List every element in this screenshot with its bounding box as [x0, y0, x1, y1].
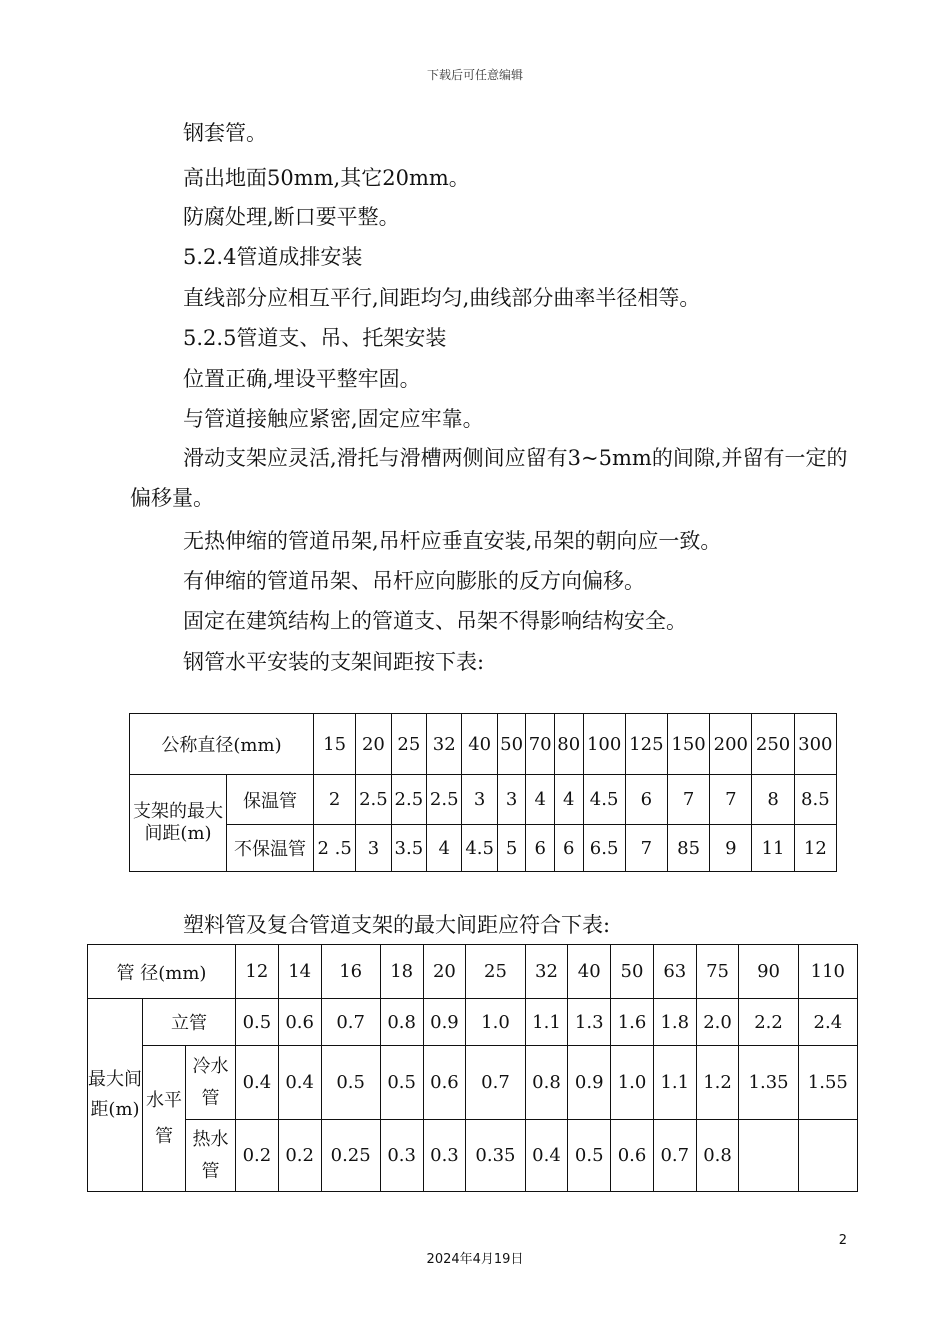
table-cell: 2.0 — [696, 999, 739, 1046]
table-cell: 32 — [525, 945, 568, 999]
table-header-row — [88, 945, 858, 999]
row-group-label: 最大间距(m) — [88, 999, 143, 1192]
table-cell: 0.2 — [236, 1120, 279, 1192]
paragraph: 钢套管。 — [183, 121, 267, 145]
table-cell: 18 — [380, 945, 423, 999]
table-cell: 0.6 — [423, 1046, 466, 1120]
paragraph: 与管道接触应紧密,固定应牢靠。 — [183, 407, 484, 431]
steel-pipe-support-spacing-table — [129, 713, 837, 872]
table-cell: 1.1 — [653, 1046, 696, 1120]
table-caption: 塑料管及复合管道支架的最大间距应符合下表: — [183, 913, 611, 937]
table-cell: 0.9 — [568, 1046, 611, 1120]
table-cell: 4 — [427, 825, 462, 872]
paragraph: 无热伸缩的管道吊架,吊杆应垂直安装,吊架的朝向应一致。 — [183, 529, 722, 553]
page-header: 下载后可任意编辑 — [426, 68, 523, 82]
table-cell: 300 — [794, 714, 836, 775]
table-cell: 0.4 — [525, 1120, 568, 1192]
table-cell: 3 — [497, 775, 526, 825]
table-cell: 0.4 — [278, 1046, 321, 1120]
table-cell: 11 — [752, 825, 794, 872]
table-cell: 0.7 — [321, 999, 380, 1046]
table-cell: 0.9 — [423, 999, 466, 1046]
table-cell: 0.2 — [278, 1120, 321, 1192]
paragraph: 高出地面50mm,其它20mm。 — [183, 166, 470, 190]
paragraph: 直线部分应相互平行,间距均匀,曲线部分曲率半径相等。 — [183, 286, 701, 310]
table-cell: 2 — [314, 775, 356, 825]
table-cell: 20 — [356, 714, 391, 775]
row-label: 立管 — [143, 999, 236, 1046]
table-cell — [739, 1120, 798, 1192]
table-cell: 0.5 — [568, 1120, 611, 1192]
page-footer-date: 2024年4月19日 — [426, 1252, 524, 1267]
section-heading-5-2-5: 5.2.5管道支、吊、托架安装 — [183, 326, 447, 350]
table-cell: 2.2 — [739, 999, 798, 1046]
table-cell: 5 — [497, 825, 526, 872]
table-cell: 8.5 — [794, 775, 836, 825]
table-cell: 4 — [526, 775, 555, 825]
table-cell: 25 — [466, 945, 525, 999]
row-label: 保温管 — [227, 775, 314, 825]
row-label: 热水管 — [186, 1120, 236, 1192]
table-cell: 0.7 — [653, 1120, 696, 1192]
paragraph: 固定在建筑结构上的管道支、吊架不得影响结构安全。 — [183, 609, 687, 633]
table-cell: 8 — [752, 775, 794, 825]
table-cell: 12 — [236, 945, 279, 999]
page-number: 2 — [838, 1233, 847, 1248]
table-row — [88, 1046, 858, 1120]
table-cell: 0.7 — [466, 1046, 525, 1120]
table-cell: 0.3 — [423, 1120, 466, 1192]
table-cell: 4.5 — [462, 825, 497, 872]
table-cell: 7 — [710, 775, 752, 825]
table-cell: 150 — [667, 714, 709, 775]
table-cell: 0.5 — [380, 1046, 423, 1120]
table-cell: 0.25 — [321, 1120, 380, 1192]
table-cell: 2 .5 — [314, 825, 356, 872]
table-cell: 50 — [611, 945, 654, 999]
table-cell: 75 — [696, 945, 739, 999]
table-cell: 40 — [568, 945, 611, 999]
table-cell: 70 — [526, 714, 555, 775]
table-cell: 80 — [554, 714, 583, 775]
row-group-label: 支架的最大间距(m) — [130, 775, 227, 872]
table-cell: 20 — [423, 945, 466, 999]
table-cell: 90 — [739, 945, 798, 999]
table-cell: 9 — [710, 825, 752, 872]
section-heading-5-2-4: 5.2.4管道成排安装 — [183, 245, 363, 269]
table-cell: 3 — [462, 775, 497, 825]
table-cell: 0.5 — [321, 1046, 380, 1120]
table-cell: 12 — [794, 825, 836, 872]
table-cell: 16 — [321, 945, 380, 999]
table-cell: 50 — [497, 714, 526, 775]
table-row — [130, 825, 837, 872]
table-cell: 0.8 — [525, 1046, 568, 1120]
table-cell: 0.8 — [380, 999, 423, 1046]
table-cell: 110 — [798, 945, 857, 999]
paragraph: 位置正确,埋设平整牢固。 — [183, 367, 421, 391]
table-cell: 1.2 — [696, 1046, 739, 1120]
table-cell: 0.3 — [380, 1120, 423, 1192]
table-cell: 2.5 — [427, 775, 462, 825]
table-cell: 85 — [667, 825, 709, 872]
table-cell: 200 — [710, 714, 752, 775]
table-row — [130, 775, 837, 825]
table-cell: 1.1 — [525, 999, 568, 1046]
table-cell — [798, 1120, 857, 1192]
paragraph: 钢管水平安装的支架间距按下表: — [183, 650, 485, 674]
table-cell: 125 — [625, 714, 667, 775]
table-cell: 6.5 — [583, 825, 625, 872]
table-cell: 14 — [278, 945, 321, 999]
table-row — [88, 999, 858, 1046]
table-cell: 1.35 — [739, 1046, 798, 1120]
table-cell: 2.4 — [798, 999, 857, 1046]
table-cell: 40 — [462, 714, 497, 775]
table-cell: 6 — [554, 825, 583, 872]
table-cell: 1.55 — [798, 1046, 857, 1120]
table-cell: 32 — [427, 714, 462, 775]
table-cell: 63 — [653, 945, 696, 999]
table-header-cell: 公称直径(mm) — [130, 714, 314, 775]
table-cell: 2.5 — [356, 775, 391, 825]
row-subgroup-label: 水平管 — [143, 1046, 186, 1192]
table-cell: 6 — [526, 825, 555, 872]
row-label: 不保温管 — [227, 825, 314, 872]
table-cell: 0.4 — [236, 1046, 279, 1120]
table-cell: 1.0 — [611, 1046, 654, 1120]
table-cell: 1.6 — [611, 999, 654, 1046]
table-cell: 1.0 — [466, 999, 525, 1046]
table-cell: 1.3 — [568, 999, 611, 1046]
table-cell: 250 — [752, 714, 794, 775]
paragraph-wrapped: 滑动支架应灵活,滑托与滑槽两侧间应留有3~5mm的间隙,并留有一定的偏移量。 — [130, 446, 848, 510]
table-cell: 3 — [356, 825, 391, 872]
table-cell: 0.8 — [696, 1120, 739, 1192]
paragraph: 有伸缩的管道吊架、吊杆应向膨胀的反方向偏移。 — [183, 569, 645, 593]
table-cell: 0.35 — [466, 1120, 525, 1192]
table-cell: 7 — [625, 825, 667, 872]
table-cell: 4 — [554, 775, 583, 825]
row-label: 冷水管 — [186, 1046, 236, 1120]
table-cell: 100 — [583, 714, 625, 775]
table-cell: 25 — [391, 714, 426, 775]
table-row — [88, 1120, 858, 1192]
table-cell: 1.8 — [653, 999, 696, 1046]
table-cell: 6 — [625, 775, 667, 825]
table-cell: 15 — [314, 714, 356, 775]
table-header-row — [130, 714, 837, 775]
table-cell: 3.5 — [391, 825, 426, 872]
plastic-pipe-support-spacing-table — [87, 944, 858, 1192]
table-cell: 0.6 — [611, 1120, 654, 1192]
table-cell: 4.5 — [583, 775, 625, 825]
table-header-cell: 管 径(mm) — [88, 945, 236, 999]
table-cell: 0.6 — [278, 999, 321, 1046]
paragraph: 防腐处理,断口要平整。 — [183, 205, 400, 229]
table-cell: 7 — [667, 775, 709, 825]
table-cell: 2.5 — [391, 775, 426, 825]
table-cell: 0.5 — [236, 999, 279, 1046]
